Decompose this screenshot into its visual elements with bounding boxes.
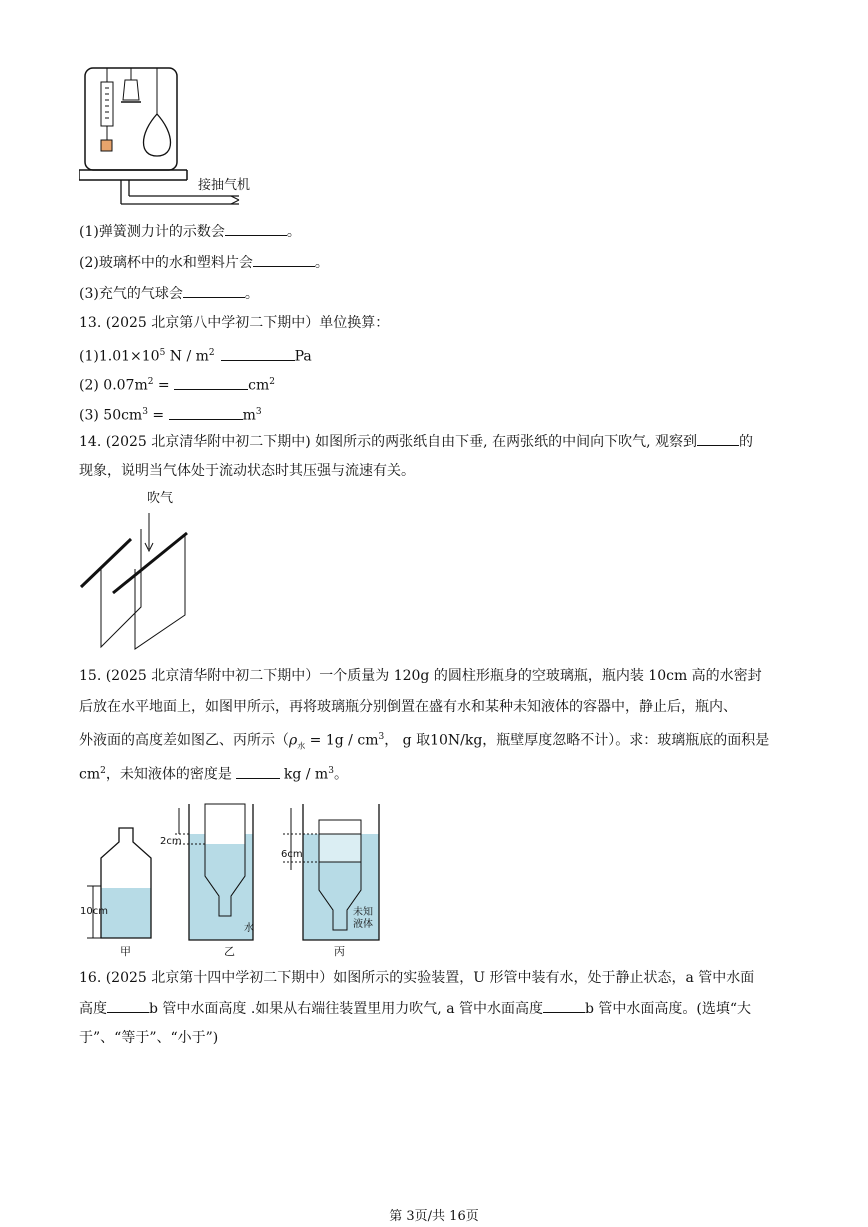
q15-bottle-figure xyxy=(79,800,389,960)
blow-label: 吹气 xyxy=(147,491,174,506)
q14-line2: 现象，说明当气体处于流动状态时其压强与流速有关。 xyxy=(79,463,415,479)
answer-blank[interactable] xyxy=(174,375,248,390)
answer-blank[interactable] xyxy=(107,998,149,1013)
q13-part3: (3) $50cm^3 = m^3$ xyxy=(79,402,262,426)
q16-line3: 于”、“等于”、“小于”) xyxy=(79,1030,219,1046)
q14-line1: 14. (2025 北京清华附中初二下期中) 如图所示的两张纸自由下垂, 在两张纸的中间向下吹气, 观察到 的 xyxy=(79,431,753,452)
answer-blank[interactable] xyxy=(221,346,295,361)
q16-line1: 16. (2025 北京第十四中学初二下期中）如图所示的实验装置，U 形管中装有水，处于静止状态，a 管中水面 xyxy=(79,970,755,986)
answer-blank[interactable] xyxy=(253,252,315,267)
figure-bing-label: 丙 xyxy=(334,945,345,958)
answer-blank[interactable] xyxy=(697,431,739,446)
unknown-liquid-label-2: 液体 xyxy=(353,919,373,930)
page-number: 第 3页/共 16页 xyxy=(389,1209,479,1224)
height-6cm-label: 6cm xyxy=(281,849,303,860)
q12-part3: (3)充气的气球会 。 xyxy=(79,283,259,304)
q12-part2: (2)玻璃杯中的水和塑料片会 。 xyxy=(79,252,329,273)
answer-blank[interactable] xyxy=(169,405,243,420)
answer-blank[interactable] xyxy=(236,764,280,779)
q13-stem: 13. (2025 北京第八中学初二下期中）单位换算： xyxy=(79,315,390,331)
q13-part2: (2) $0.07m^2 = cm^2$ xyxy=(79,372,275,396)
height-2cm-label: 2cm xyxy=(160,836,182,847)
figure-jia-label: 甲 xyxy=(120,945,131,958)
q15-line4: $cm^2$，未知液体的密度是 kg / $m^3$。 xyxy=(79,761,348,785)
answer-blank[interactable] xyxy=(543,998,585,1013)
figure-yi-label: 乙 xyxy=(224,945,235,958)
unknown-liquid-label-1: 未知 xyxy=(353,907,373,918)
answer-blank[interactable] xyxy=(225,221,287,236)
answer-blank[interactable] xyxy=(183,283,245,298)
q12-part1: (1)弹簧测力计的示数会 。 xyxy=(79,221,301,242)
q14-paper-figure xyxy=(79,505,199,655)
q16-line2: 高度 b 管中水面高度 .如果从右端往装置里用力吹气, a 管中水面高度 b 管中水面高度。(选填“大 xyxy=(79,998,751,1019)
water-label: 水 xyxy=(244,923,254,934)
q15-line3: 外液面的高度差如图乙、丙所示（$\rho_水 = 1g / cm^3$， g 取10N/kg，瓶壁厚度忽略不计）。求：玻璃瓶底的面积是 xyxy=(79,732,770,751)
q15-line1: 15. (2025 北京清华附中初二下期中）一个质量为 120g 的圆柱形瓶身的空玻璃瓶，瓶内装 10cm 高的水密封 xyxy=(79,668,762,684)
q15-line2: 后放在水平地面上，如图甲所示，再将玻璃瓶分别倒置在盛有水和某种未知液体的容器中，静止后，瓶内、 xyxy=(79,699,737,715)
height-10cm-label: 10cm xyxy=(80,906,108,917)
q13-part1: $(1)1.01\times 10^5$ N / $m^2$ Pa xyxy=(79,343,312,367)
pump-label: 接抽气机 xyxy=(198,178,251,193)
